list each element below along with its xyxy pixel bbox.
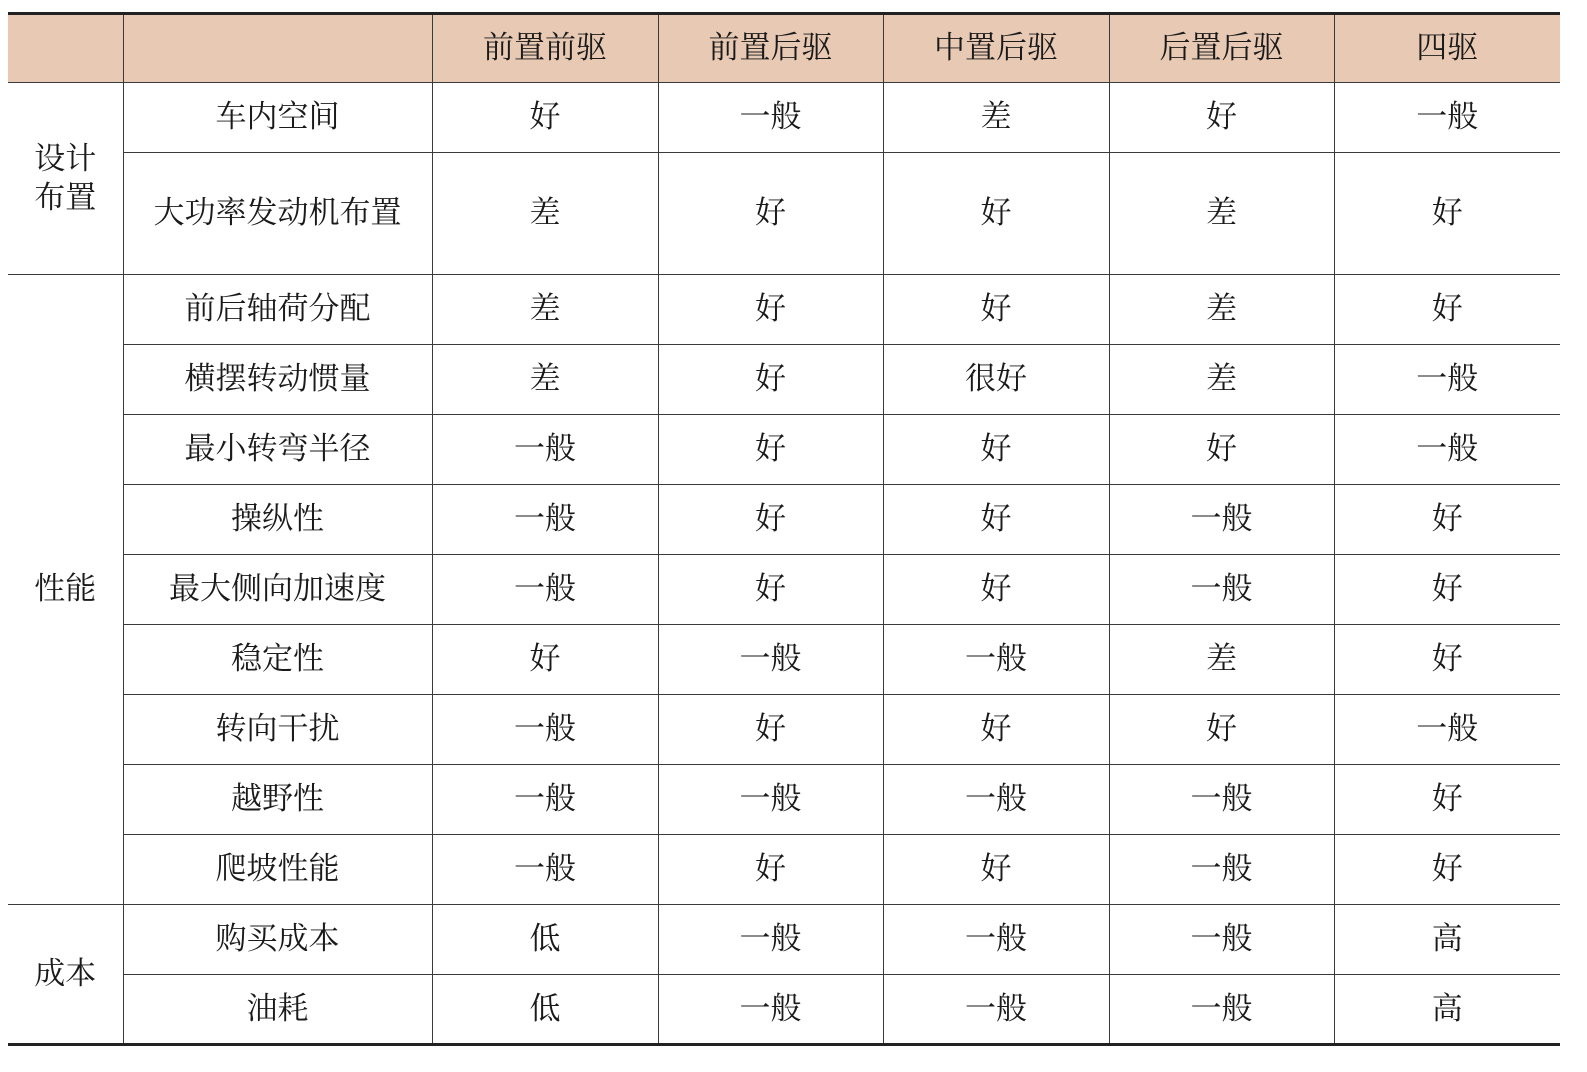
table-cell: 一般 bbox=[883, 765, 1109, 835]
table-cell: 好 bbox=[883, 555, 1109, 625]
table-cell: 一般 bbox=[1109, 975, 1334, 1045]
table-cell: 一般 bbox=[432, 695, 658, 765]
table-cell: 好 bbox=[1334, 555, 1560, 625]
table-cell: 好 bbox=[883, 415, 1109, 485]
table-cell: 一般 bbox=[432, 835, 658, 905]
table-cell: 高 bbox=[1334, 975, 1560, 1045]
row-label: 油耗 bbox=[123, 975, 432, 1045]
table-cell: 一般 bbox=[1334, 345, 1560, 415]
table-cell: 差 bbox=[432, 345, 658, 415]
row-label: 最小转弯半径 bbox=[123, 415, 432, 485]
table-cell: 好 bbox=[658, 345, 883, 415]
comparison-table-container bbox=[8, 12, 1560, 1046]
row-label: 越野性 bbox=[123, 765, 432, 835]
table-row bbox=[8, 555, 1560, 625]
table-cell: 好 bbox=[658, 835, 883, 905]
table-cell: 一般 bbox=[1109, 905, 1334, 975]
row-label: 横摆转动惯量 bbox=[123, 345, 432, 415]
table-cell: 好 bbox=[432, 83, 658, 153]
table-cell: 低 bbox=[432, 905, 658, 975]
table-cell: 好 bbox=[658, 415, 883, 485]
group-label: 设计布置 bbox=[34, 140, 97, 216]
header-cell-rear-engine-rwd: 后置后驱 bbox=[1109, 14, 1334, 83]
table-cell: 一般 bbox=[432, 415, 658, 485]
row-label: 前后轴荷分配 bbox=[123, 275, 432, 345]
table-cell: 好 bbox=[658, 485, 883, 555]
group-label-cell bbox=[8, 905, 123, 1045]
table-cell: 好 bbox=[883, 695, 1109, 765]
table-cell: 好 bbox=[883, 835, 1109, 905]
table-row bbox=[8, 345, 1560, 415]
drivetrain-comparison-table bbox=[8, 12, 1560, 1046]
table-cell: 一般 bbox=[658, 765, 883, 835]
table-cell: 好 bbox=[1109, 83, 1334, 153]
table-cell: 一般 bbox=[1109, 765, 1334, 835]
table-row bbox=[8, 275, 1560, 345]
table-cell: 差 bbox=[1109, 153, 1334, 275]
table-cell: 一般 bbox=[883, 905, 1109, 975]
table-cell: 一般 bbox=[1109, 555, 1334, 625]
table-cell: 好 bbox=[1109, 695, 1334, 765]
table-cell: 差 bbox=[1109, 275, 1334, 345]
table-cell: 好 bbox=[1334, 485, 1560, 555]
header-cell-mid-engine-rwd: 中置后驱 bbox=[883, 14, 1109, 83]
table-cell: 好 bbox=[658, 555, 883, 625]
header-cell-item bbox=[123, 14, 432, 83]
table-row bbox=[8, 83, 1560, 153]
header-cell-front-engine-fwd: 前置前驱 bbox=[432, 14, 658, 83]
table-cell: 好 bbox=[1334, 275, 1560, 345]
table-cell: 好 bbox=[883, 153, 1109, 275]
row-label: 爬坡性能 bbox=[123, 835, 432, 905]
table-cell: 差 bbox=[1109, 345, 1334, 415]
group-label: 性能 bbox=[34, 571, 97, 608]
table-row bbox=[8, 695, 1560, 765]
table-row bbox=[8, 905, 1560, 975]
table-cell: 好 bbox=[658, 695, 883, 765]
table-cell: 很好 bbox=[883, 345, 1109, 415]
group-label-cell bbox=[8, 275, 123, 905]
group-label: 成本 bbox=[34, 955, 97, 992]
row-label: 大功率发动机布置 bbox=[123, 153, 432, 275]
table-cell: 一般 bbox=[432, 555, 658, 625]
table-cell: 差 bbox=[432, 275, 658, 345]
table-cell: 一般 bbox=[658, 625, 883, 695]
table-cell: 一般 bbox=[432, 765, 658, 835]
row-label: 车内空间 bbox=[123, 83, 432, 153]
header-row bbox=[8, 14, 1560, 83]
group-label-cell bbox=[8, 83, 123, 275]
table-cell: 一般 bbox=[432, 485, 658, 555]
table-cell: 低 bbox=[432, 975, 658, 1045]
table-cell: 差 bbox=[1109, 625, 1334, 695]
row-label: 操纵性 bbox=[123, 485, 432, 555]
table-row bbox=[8, 625, 1560, 695]
table-cell: 一般 bbox=[658, 975, 883, 1045]
table-cell: 好 bbox=[1334, 153, 1560, 275]
table-cell: 一般 bbox=[1334, 415, 1560, 485]
table-cell: 好 bbox=[1334, 625, 1560, 695]
table-cell: 一般 bbox=[1109, 835, 1334, 905]
table-cell: 一般 bbox=[1334, 695, 1560, 765]
table-cell: 好 bbox=[1334, 835, 1560, 905]
table-row bbox=[8, 153, 1560, 275]
row-label: 稳定性 bbox=[123, 625, 432, 695]
table-cell: 一般 bbox=[658, 83, 883, 153]
table-cell: 一般 bbox=[1109, 485, 1334, 555]
table-cell: 好 bbox=[883, 485, 1109, 555]
table-cell: 差 bbox=[883, 83, 1109, 153]
table-row bbox=[8, 835, 1560, 905]
table-row bbox=[8, 765, 1560, 835]
table-cell: 高 bbox=[1334, 905, 1560, 975]
table-cell: 好 bbox=[432, 625, 658, 695]
table-row bbox=[8, 415, 1560, 485]
table-cell: 好 bbox=[883, 275, 1109, 345]
table-row bbox=[8, 485, 1560, 555]
table-cell: 好 bbox=[658, 153, 883, 275]
header-cell-awd: 四驱 bbox=[1334, 14, 1560, 83]
table-cell: 一般 bbox=[658, 905, 883, 975]
table-cell: 好 bbox=[1334, 765, 1560, 835]
header-cell-group bbox=[8, 14, 123, 83]
row-label: 购买成本 bbox=[123, 905, 432, 975]
table-cell: 差 bbox=[432, 153, 658, 275]
table-cell: 一般 bbox=[883, 975, 1109, 1045]
row-label: 最大侧向加速度 bbox=[123, 555, 432, 625]
table-row bbox=[8, 975, 1560, 1045]
table-cell: 好 bbox=[1109, 415, 1334, 485]
row-label: 转向干扰 bbox=[123, 695, 432, 765]
table-cell: 好 bbox=[658, 275, 883, 345]
table-cell: 一般 bbox=[1334, 83, 1560, 153]
header-cell-front-engine-rwd: 前置后驱 bbox=[658, 14, 883, 83]
table-cell: 一般 bbox=[883, 625, 1109, 695]
